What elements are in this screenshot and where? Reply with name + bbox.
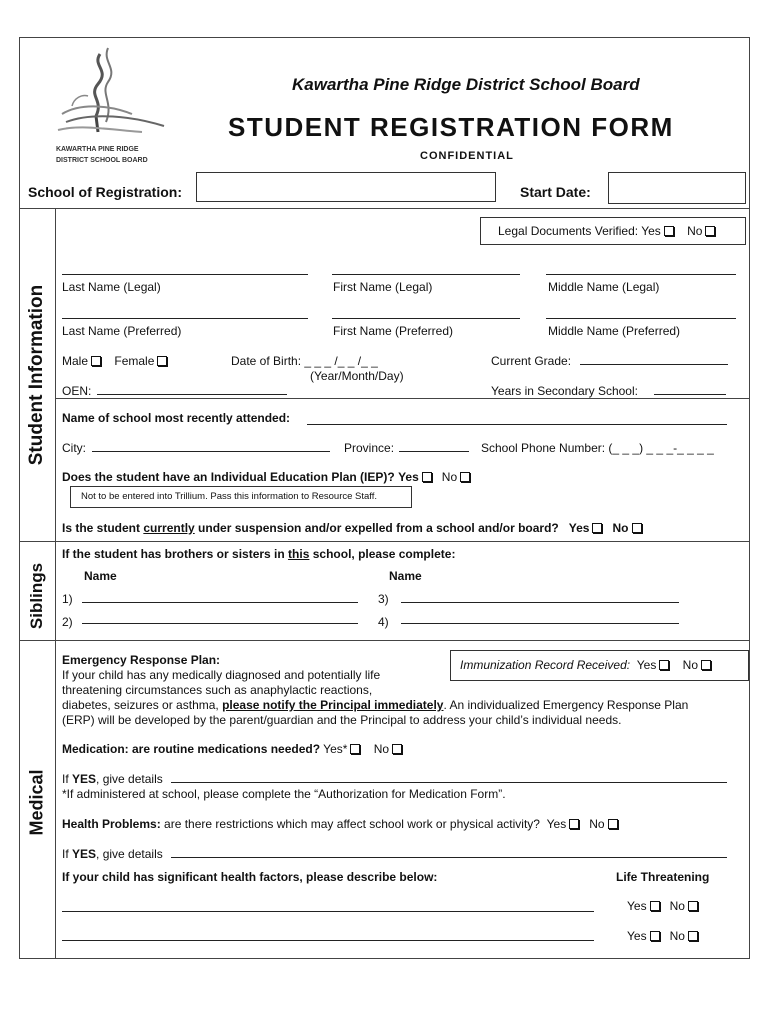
siblings-prompt: If the student has brothers or sisters in this school, please complete: [62,547,456,561]
date-of-birth-label[interactable]: Date of Birth: _ _ _ /_ _ /_ _ [231,354,378,368]
iep-no-checkbox[interactable] [460,472,470,482]
divider-student-sub [55,398,750,399]
health-problems-row: Health Problems: are there restrictions which may affect school work or physical activity? Yes No [62,817,618,831]
lt1-yes-checkbox[interactable] [650,901,660,911]
immunization-no-checkbox[interactable] [701,660,711,670]
immunization-no-label: No [682,658,699,672]
lt1-no-checkbox[interactable] [688,901,698,911]
sibling-num-3: 3) [378,592,389,606]
last-name-legal-line[interactable] [62,274,308,275]
immunization-box [450,650,749,681]
male-checkbox[interactable] [91,356,101,366]
sibling-num-1: 1) [62,592,73,606]
date-of-birth-format: (Year/Month/Day) [310,369,404,383]
last-name-legal-label: Last Name (Legal) [62,280,161,294]
medication-no-checkbox[interactable] [392,744,402,754]
iep-yes-checkbox[interactable] [422,472,432,482]
tree-logo-icon [52,44,172,144]
iep-question: Does the student have an Individual Education Plan (IEP)? [62,470,395,484]
city-label: City: [62,441,86,455]
male-label: Male [62,354,89,368]
board-logo [52,44,172,170]
medication-details-label: If YES, give details [62,772,163,786]
middle-name-legal-label: Middle Name (Legal) [548,280,660,294]
logo-text-line2: DISTRICT SCHOOL BOARD [56,157,148,164]
immunization-yes-label: Yes [636,658,657,672]
confidential-label: CONFIDENTIAL [420,150,514,162]
health-details-line[interactable] [171,857,727,858]
suspension-yes-checkbox[interactable] [592,523,602,533]
first-name-legal-line[interactable] [332,274,520,275]
iep-row [62,470,470,484]
divider-medical [19,640,750,641]
health-no-checkbox[interactable] [608,819,618,829]
first-name-legal-label: First Name (Legal) [333,280,433,294]
suspension-yes-label: Yes [568,521,590,535]
health-factor-line-1[interactable] [62,911,594,912]
life-threatening-row-2 [627,929,698,943]
suspension-no-label: No [612,521,629,535]
legal-docs-yes-checkbox[interactable] [664,226,674,236]
siblings-side-label: Siblings [27,562,46,630]
start-date-input[interactable] [608,172,746,204]
last-name-pref-line[interactable] [62,318,308,319]
lt1-yes-label: Yes [627,899,647,913]
immunization-label: Immunization Record Received: [460,658,631,672]
lt1-no-label: No [669,899,685,913]
board-name: Kawartha Pine Ridge District School Board [292,75,640,94]
erp-line1: If your child has any medically diagnosed and potentially life [62,668,381,682]
divider-side-column [55,208,56,959]
legal-docs-no-checkbox[interactable] [705,226,715,236]
school-phone-label[interactable]: School Phone Number: (_ _ _) _ _ _-_ _ _ _ [481,441,714,455]
sex-row [62,354,167,368]
sibling-name-header-2: Name [389,569,422,583]
province-label: Province: [344,441,395,455]
iep-no-label: No [441,470,458,484]
sibling-name-header-1: Name [84,569,117,583]
divider-siblings [19,541,750,542]
middle-name-legal-line[interactable] [546,274,736,275]
divider-header [19,208,750,209]
school-of-registration-input[interactable] [196,172,496,202]
sibling-line-2[interactable] [82,623,358,624]
oen-line[interactable] [97,394,287,395]
trillium-note: Not to be entered into Trillium. Pass this information to Resource Staff. [81,491,378,502]
middle-name-pref-label: Middle Name (Preferred) [548,324,681,338]
health-yes-checkbox[interactable] [569,819,579,829]
erp-line4: (ERP) will be developed by the parent/guardian and the Principal to address your child’s individual needs. [62,713,622,727]
erp-title: Emergency Response Plan: [62,653,221,667]
significant-health-label: If your child has significant health factors, please describe below: [62,870,438,884]
authorization-note: *If administered at school, please complete the “Authorization for Medication Form”. [62,787,506,801]
lt2-yes-label: Yes [627,929,647,943]
erp-line3: diabetes, seizures or asthma, please notify the Principal immediately. An individualized Emergency Response Plan [62,698,689,712]
female-checkbox[interactable] [157,356,167,366]
middle-name-pref-line[interactable] [546,318,736,319]
start-date-label: Start Date: [520,184,591,200]
life-threatening-label: Life Threatening [616,870,710,884]
lt2-yes-checkbox[interactable] [650,931,660,941]
form-title: STUDENT REGISTRATION FORM [228,112,674,142]
health-yes-label: Yes [546,817,567,831]
legal-documents-box [480,217,746,245]
lt2-no-label: No [669,929,685,943]
erp-line2: threatening circumstances such as anaphylactic reactions, [62,683,373,697]
sibling-num-4: 4) [378,615,389,629]
health-details-label: If YES, give details [62,847,163,861]
immunization-yes-checkbox[interactable] [659,660,669,670]
health-no-label: No [589,817,605,831]
female-label: Female [114,354,155,368]
notify-principal: please notify the Principal immediately [222,698,444,712]
medication-details-line[interactable] [171,782,727,783]
health-factor-line-2[interactable] [62,940,594,941]
province-line[interactable] [399,451,469,452]
current-grade-line[interactable] [580,364,728,365]
sibling-num-2: 2) [62,615,73,629]
current-grade-label: Current Grade: [491,354,572,368]
legal-docs-label: Legal Documents Verified: Yes [498,224,661,238]
recent-school-line[interactable] [307,424,727,425]
recent-school-label: Name of school most recently attended: [62,411,291,425]
oen-label: OEN: [62,384,92,398]
school-of-registration-label: School of Registration: [28,184,182,200]
medication-question: Medication: are routine medications needed? [62,742,321,756]
life-threatening-row-1 [627,899,698,913]
suspension-no-checkbox[interactable] [632,523,642,533]
trillium-note-box [70,486,412,508]
last-name-pref-label: Last Name (Preferred) [62,324,182,338]
sibling-line-1[interactable] [82,602,358,603]
suspension-currently: currently [143,521,195,535]
medication-yes-checkbox[interactable] [350,744,360,754]
years-secondary-line[interactable] [654,394,726,395]
lt2-no-checkbox[interactable] [688,931,698,941]
years-secondary-label: Years in Secondary School: [491,384,638,398]
student-info-side-label: Student Information [26,284,47,466]
sibling-line-3[interactable] [401,602,679,603]
medication-row [62,742,402,756]
first-name-pref-line[interactable] [332,318,520,319]
suspension-row: Is the student currently under suspension and/or expelled from a school and/or board? Yes No [62,521,642,535]
medication-no-label: No [373,742,390,756]
logo-text-line1: KAWARTHA PINE RIDGE [56,146,139,153]
sibling-line-4[interactable] [401,623,679,624]
legal-docs-no-label: No [687,224,703,238]
first-name-pref-label: First Name (Preferred) [333,324,454,338]
iep-yes-label: Yes [398,470,419,484]
medication-yes-label: Yes* [323,742,348,756]
city-line[interactable] [92,451,330,452]
medical-side-label: Medical [26,769,47,836]
